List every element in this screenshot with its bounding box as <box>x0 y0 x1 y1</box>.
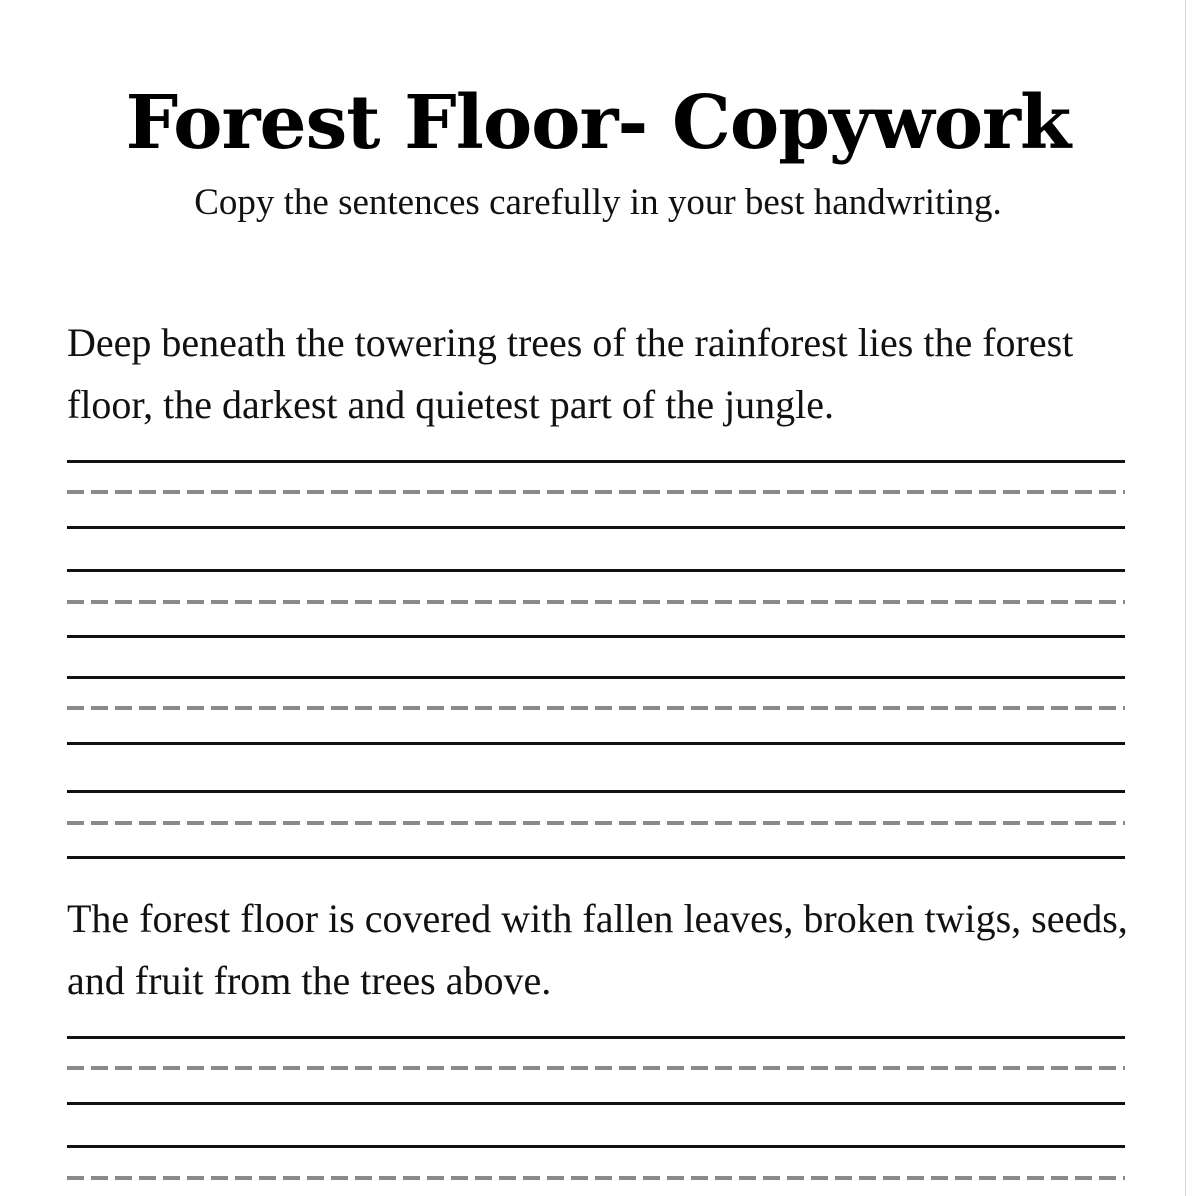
writing-line-baseline <box>67 1102 1125 1105</box>
page-title: Forest Floor- Copywork <box>125 80 1071 166</box>
writing-line-midline <box>67 706 1125 710</box>
writing-line-midline <box>67 1176 1125 1180</box>
writing-line-top <box>67 1036 1125 1039</box>
writing-line-top <box>67 460 1125 463</box>
writing-line-top <box>67 676 1125 679</box>
writing-line-top <box>67 790 1125 793</box>
writing-line-midline <box>67 821 1125 825</box>
copy-sentence-1: Deep beneath the towering trees of the rainforest lies the forest floor, the darkest and quietest part of the jungle. <box>67 320 1074 427</box>
writing-line-top <box>67 569 1125 572</box>
writing-line-baseline <box>67 742 1125 745</box>
writing-line-midline <box>67 600 1125 604</box>
writing-line-top <box>67 1145 1125 1148</box>
copy-sentence-2: The forest floor is covered with fallen leaves, broken twigs, seeds, and fruit from the trees above. <box>67 896 1128 1003</box>
writing-line-midline <box>67 1066 1125 1070</box>
writing-line-baseline <box>67 526 1125 529</box>
instructions: Copy the sentences carefully in your best handwriting. <box>194 182 1002 223</box>
writing-line-midline <box>67 490 1125 494</box>
writing-line-baseline <box>67 635 1125 638</box>
writing-line-baseline <box>67 856 1125 859</box>
